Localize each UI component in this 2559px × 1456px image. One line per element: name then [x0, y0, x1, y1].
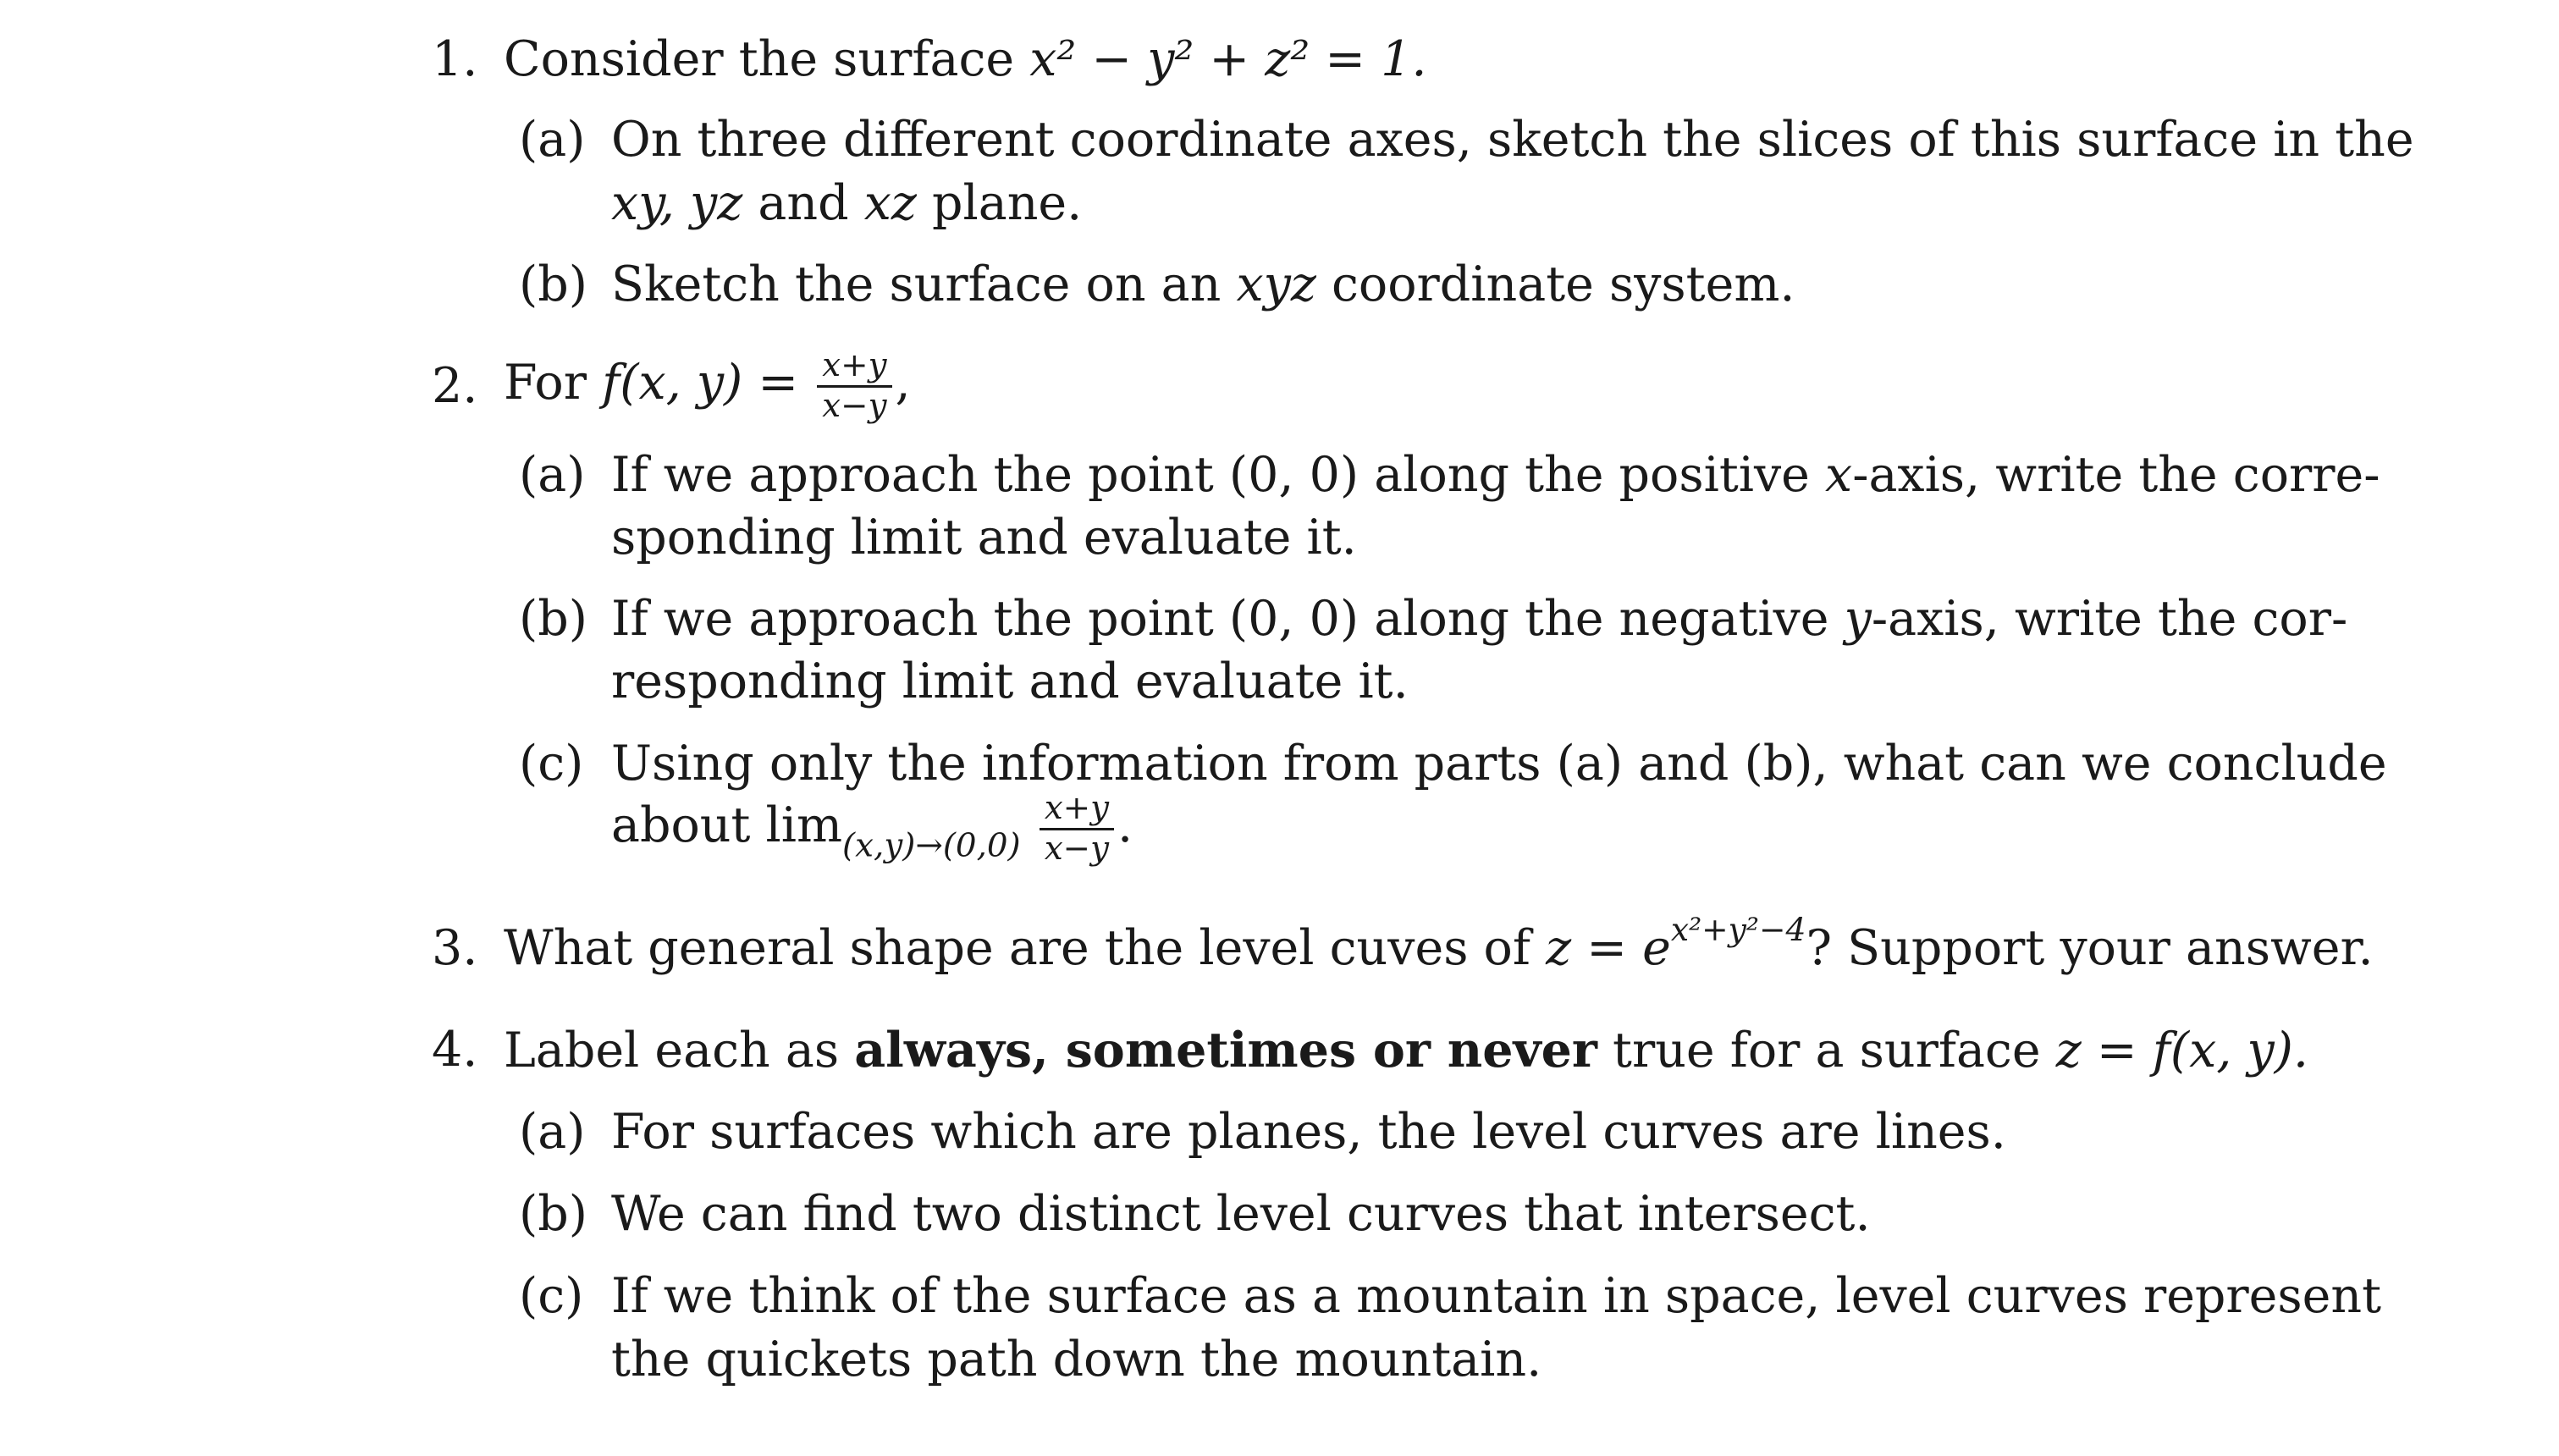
part-text-end: -axis, write the corre-: [1852, 447, 2380, 503]
limit-subscript: (x,y)→(0,0): [842, 826, 1021, 865]
problem-number: 1.: [432, 31, 478, 87]
part-text: sponding limit and evaluate it.: [611, 510, 1357, 565]
problem-number: 2.: [432, 358, 478, 414]
part-label: (c): [519, 736, 584, 791]
part-text: the quickets path down the mountain.: [611, 1332, 1542, 1387]
part-text: On three different coordinate axes, sketch the slices of this surface in the: [611, 112, 2414, 168]
fraction-denominator: x−y: [1044, 829, 1110, 868]
fraction: [817, 346, 891, 425]
part-text-end: plane.: [932, 175, 1083, 231]
part-text: If we think of the surface as a mountain in space, level curves represent: [611, 1268, 2381, 1324]
part-text: Using only the information from parts (a) and (b), what can we conclude: [611, 736, 2387, 791]
part-label: (b): [519, 591, 587, 647]
problem-text: Consider the surface: [504, 31, 1015, 87]
part-text: If we approach the point (0, 0) along the positive: [611, 447, 1810, 503]
equation: z = f(x, y).: [2055, 1023, 2309, 1078]
emphasis-text: always, sometimes or never: [854, 1022, 1597, 1078]
problem-text-mid: true for a surface: [1613, 1023, 2041, 1078]
limit-text: about lim: [611, 797, 843, 854]
fraction-numerator: x+y: [817, 349, 891, 388]
exponent: x²+y²−4: [1670, 910, 1806, 948]
part-label: (a): [519, 1104, 586, 1160]
part-label: (a): [519, 447, 586, 503]
part-text-end: -axis, write the cor-: [1871, 591, 2348, 647]
part-text: For surfaces which are planes, the level curves are lines.: [611, 1104, 2006, 1160]
axis-name: y: [1844, 591, 1872, 647]
part-text: We can find two distinct level curves that intersect.: [611, 1186, 1871, 1242]
problem-number: 4.: [432, 1022, 478, 1078]
plane-name: xz: [863, 175, 917, 231]
function-def: f(x, y) =: [602, 355, 799, 411]
problem-text: For: [504, 355, 587, 411]
fraction: [1040, 791, 1114, 866]
part-label: (b): [519, 256, 587, 312]
coordinate-system: xyz: [1236, 256, 1316, 312]
part-text-end: coordinate system.: [1332, 256, 1795, 312]
part-label: (b): [519, 1186, 587, 1242]
problem-text-end: ? Support your answer.: [1806, 920, 2374, 976]
problem-number: 3.: [432, 920, 478, 976]
part-text: responding limit and evaluate it.: [611, 654, 1409, 709]
axis-name: x: [1825, 447, 1853, 503]
punctuation: .: [1117, 797, 1133, 854]
equation: z = e: [1546, 920, 1671, 976]
connector-text: and: [758, 175, 849, 231]
part-text: If we approach the point (0, 0) along the negative: [611, 591, 1829, 647]
problem-text: Label each as: [504, 1023, 840, 1078]
punctuation: ,: [895, 355, 911, 411]
part-text: Sketch the surface on an: [611, 256, 1222, 312]
fraction-numerator: x+y: [1040, 791, 1114, 830]
plane-names: xy, yz: [611, 175, 743, 231]
problem-text: What general shape are the level cuves of: [504, 920, 1530, 976]
equation: x² − y² + z² = 1.: [1029, 31, 1427, 87]
part-label: (a): [519, 112, 586, 168]
fraction-denominator: x−y: [822, 386, 887, 425]
part-label: (c): [519, 1268, 584, 1324]
